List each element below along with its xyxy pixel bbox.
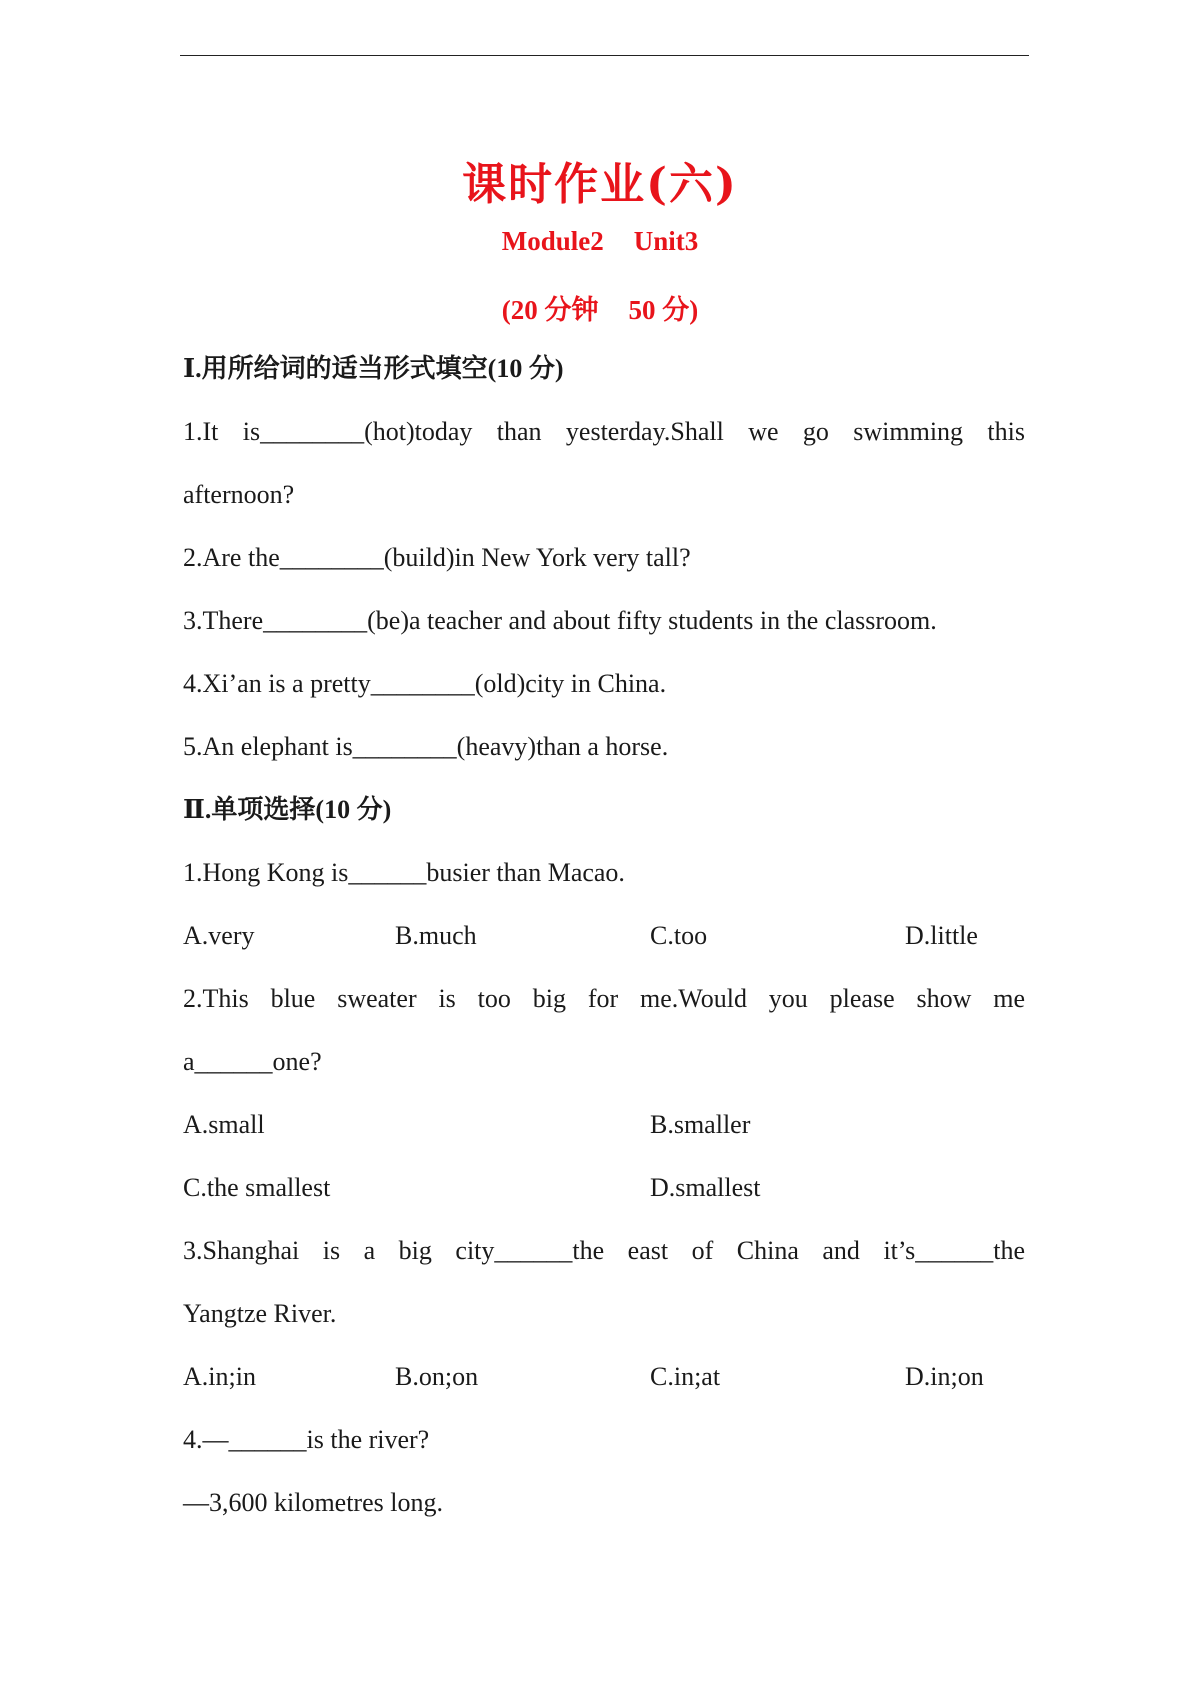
option-c: C.in;at [650, 1362, 721, 1391]
option-b: B.much [395, 921, 477, 950]
option-a: A.small [183, 1110, 265, 1139]
module-unit-subtitle [0, 226, 1200, 257]
question-2-2-line1: 2.This blue sweater is too big for me.Would you please show me [183, 984, 1025, 1013]
question-2-3-options [183, 1345, 1025, 1408]
option-d: D.smallest [650, 1173, 761, 1202]
question-2-1-options [183, 904, 1025, 967]
question-1-2: 2.Are the________(build)in New York very tall? [183, 543, 691, 572]
option-d: D.in;on [905, 1362, 984, 1391]
question-1-1-line2: afternoon? [183, 480, 295, 509]
option-c: C.the smallest [183, 1173, 331, 1202]
option-b: B.on;on [395, 1362, 479, 1391]
question-1-5: 5.An elephant is________(heavy)than a horse. [183, 732, 669, 761]
time-label: (20 分钟 [501, 295, 599, 325]
question-2-4-line2: —3,600 kilometres long. [183, 1488, 443, 1517]
question-2-2-options-row1 [183, 1093, 1025, 1156]
question-2-2-line2: a______one? [183, 1047, 322, 1076]
option-d: D.little [905, 921, 978, 950]
section-2-heading: Ⅱ.单项选择(10 分) [183, 795, 392, 824]
section-1-heading: Ⅰ.用所给词的适当形式填空(10 分) [183, 354, 564, 383]
option-b: B.smaller [650, 1110, 751, 1139]
worksheet-body [183, 337, 1025, 1534]
question-2-1: 1.Hong Kong is______busier than Macao. [183, 858, 625, 887]
question-2-3-line2: Yangtze River. [183, 1299, 337, 1328]
module-label: Module2 [501, 226, 604, 256]
page-title: 课时作业(六) [462, 159, 738, 210]
time-score-line [0, 288, 1200, 327]
option-c: C.too [650, 921, 708, 950]
unit-label: Unit3 [633, 226, 699, 256]
question-2-3-line1: 3.Shanghai is a big city______the east of China and it’s______the [183, 1236, 1025, 1265]
score-label: 50 分) [628, 295, 699, 325]
option-a: A.very [183, 921, 255, 950]
question-1-1-line1: 1.It is________(hot)today than yesterday.Shall we go swimming this [183, 417, 1025, 446]
question-2-4-line1: 4.—______is the river? [183, 1425, 430, 1454]
header-rule [180, 55, 1029, 56]
question-1-3: 3.There________(be)a teacher and about fifty students in the classroom. [183, 606, 937, 635]
question-1-4: 4.Xi’an is a pretty________(old)city in China. [183, 669, 667, 698]
option-a: A.in;in [183, 1362, 256, 1391]
question-2-2-options-row2 [183, 1156, 1025, 1219]
